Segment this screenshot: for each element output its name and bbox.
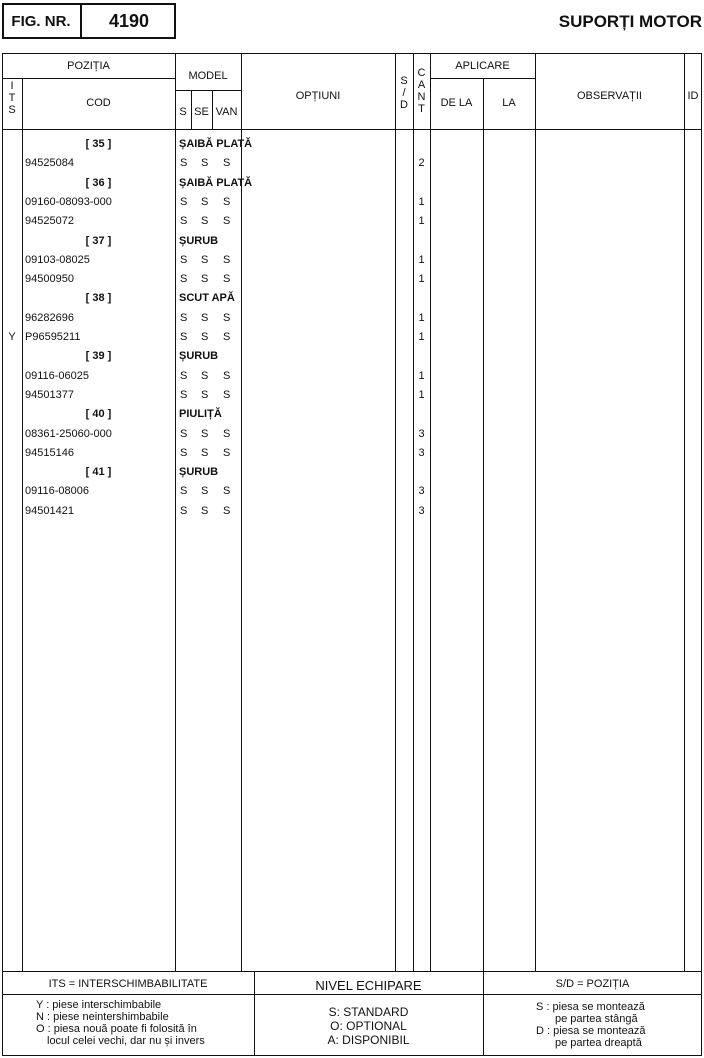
- model-van-value: S: [223, 370, 231, 382]
- part-code: 94500950: [25, 273, 74, 285]
- part-code: 09116-06025: [25, 370, 90, 382]
- page-title: SUPORȚI MOTOR: [558, 12, 702, 31]
- model-se-value: S: [201, 505, 209, 517]
- header-optiuni: OPȚIUNI: [295, 90, 341, 102]
- fig-label: FIG. NR.: [2, 3, 82, 39]
- part-code: 94515146: [25, 447, 74, 459]
- part-code: 09160-08093-000: [25, 196, 112, 208]
- position-number: [ 35 ]: [85, 138, 112, 150]
- model-van-value: S: [223, 215, 231, 227]
- col-divider: [535, 53, 536, 971]
- quantity-value: 1: [418, 196, 425, 208]
- row-divider: [2, 971, 702, 972]
- model-se-value: S: [201, 389, 209, 401]
- part-description: ȘURUB: [179, 235, 219, 247]
- model-se-value: S: [201, 428, 209, 440]
- quantity-value: 3: [418, 447, 425, 459]
- part-description: SCUT APĂ: [179, 292, 235, 304]
- quantity-value: 3: [418, 505, 425, 517]
- col-divider: [430, 53, 431, 971]
- model-van-value: S: [223, 312, 231, 324]
- quantity-value: 1: [418, 370, 425, 382]
- model-s-value: S: [180, 331, 188, 343]
- header-la: LA: [502, 97, 516, 109]
- header-observatii: OBSERVAȚII: [576, 90, 642, 102]
- row-divider: [2, 994, 702, 995]
- model-van-value: S: [223, 428, 231, 440]
- model-van-value: S: [223, 505, 231, 517]
- part-code: 94525072: [25, 215, 74, 227]
- position-number: [ 39 ]: [85, 350, 112, 362]
- part-code: 96282696: [25, 312, 74, 324]
- header-pozitia: POZIȚIA: [67, 60, 110, 72]
- model-se-value: S: [201, 485, 209, 497]
- header-model-se: SE: [194, 106, 209, 118]
- header-its: I T S: [8, 80, 16, 116]
- quantity-value: 3: [418, 428, 425, 440]
- position-number: [ 37 ]: [85, 235, 112, 247]
- row-divider: [2, 129, 702, 130]
- legend-sd-title: S/D = POZIȚIA: [555, 978, 630, 990]
- header-cod: COD: [86, 97, 111, 109]
- col-divider: [175, 53, 176, 971]
- quantity-value: 2: [418, 157, 425, 169]
- model-van-value: S: [223, 331, 231, 343]
- legend-nivel-list: S: STANDARD O: OPTIONAL A: DISPONIBIL: [327, 1005, 410, 1047]
- part-description: ȘURUB: [179, 466, 219, 478]
- model-se-value: S: [201, 196, 209, 208]
- model-s-value: S: [180, 273, 188, 285]
- legend-its-title: ITS = INTERSCHIMBABILITATE: [48, 978, 208, 990]
- quantity-value: 1: [418, 331, 425, 343]
- position-number: [ 36 ]: [85, 177, 112, 189]
- model-s-value: S: [180, 312, 188, 324]
- model-s-value: S: [180, 428, 188, 440]
- model-s-value: S: [180, 215, 188, 227]
- part-description: ȘAIBĂ PLATĂ: [179, 138, 253, 150]
- model-se-value: S: [201, 215, 209, 227]
- quantity-value: 1: [418, 389, 425, 401]
- col-divider: [395, 53, 396, 971]
- model-s-value: S: [180, 485, 188, 497]
- header-id: ID: [687, 90, 699, 102]
- fig-number: 4190: [108, 10, 150, 31]
- model-se-value: S: [201, 254, 209, 266]
- model-se-value: S: [201, 312, 209, 324]
- model-se-value: S: [201, 370, 209, 382]
- model-van-value: S: [223, 485, 231, 497]
- model-se-value: S: [201, 157, 209, 169]
- col-divider: [684, 53, 685, 971]
- model-s-value: S: [180, 370, 188, 382]
- quantity-value: 1: [418, 254, 425, 266]
- part-code: P96595211: [25, 331, 81, 343]
- legend-nivel-title: NIVEL ECHIPARE: [315, 978, 422, 993]
- model-s-value: S: [180, 157, 188, 169]
- model-s-value: S: [180, 447, 188, 459]
- model-s-value: S: [180, 196, 188, 208]
- model-van-value: S: [223, 273, 231, 285]
- header-model-s: S: [179, 106, 187, 118]
- col-divider: [22, 78, 23, 971]
- header-sd: S / D: [400, 75, 408, 111]
- model-se-value: S: [201, 273, 209, 285]
- header-model: MODEL: [188, 70, 228, 82]
- row-divider: [2, 78, 175, 79]
- model-se-value: S: [201, 331, 209, 343]
- part-description: ȘAIBĂ PLATĂ: [179, 177, 253, 189]
- position-number: [ 41 ]: [85, 466, 112, 478]
- model-van-value: S: [223, 389, 231, 401]
- position-number: [ 38 ]: [85, 292, 112, 304]
- header-de-la: DE LA: [440, 97, 473, 109]
- legend-its-list: Y : piese interschimbabile N : piese neintershimbabile O : piesa nouă poate fi folosită în locul celei vechi, dar nu și invers: [36, 999, 205, 1047]
- model-s-value: S: [180, 389, 188, 401]
- model-van-value: S: [223, 447, 231, 459]
- header-aplicare: APLICARE: [455, 60, 510, 72]
- model-s-value: S: [180, 505, 188, 517]
- part-code: 94501377: [25, 389, 74, 401]
- model-van-value: S: [223, 196, 231, 208]
- quantity-value: 1: [418, 273, 425, 285]
- part-code: 08361-25060-000: [25, 428, 112, 440]
- header-model-van: VAN: [215, 106, 238, 118]
- legend-sd-list: S : piesa se montează pe partea stângă D : piesa se montează pe partea dreaptă: [536, 1001, 646, 1049]
- model-van-value: S: [223, 254, 231, 266]
- col-divider: [241, 53, 242, 971]
- part-code: 09116-08006: [25, 485, 90, 497]
- header-cant: C A N T: [417, 67, 426, 115]
- quantity-value: 3: [418, 485, 425, 497]
- part-code: 94525084: [25, 157, 74, 169]
- row-divider: [175, 90, 241, 91]
- quantity-value: 1: [418, 215, 425, 227]
- col-divider: [483, 78, 484, 971]
- quantity-value: 1: [418, 312, 425, 324]
- part-description: ȘURUB: [179, 350, 219, 362]
- model-se-value: S: [201, 447, 209, 459]
- part-code: 94501421: [25, 505, 74, 517]
- part-description: PIULIȚĂ: [179, 408, 222, 420]
- position-number: [ 40 ]: [85, 408, 112, 420]
- row-divider: [430, 78, 535, 79]
- model-s-value: S: [180, 254, 188, 266]
- its-flag: Y: [8, 331, 16, 343]
- model-van-value: S: [223, 157, 231, 169]
- part-code: 09103-08025: [25, 254, 90, 266]
